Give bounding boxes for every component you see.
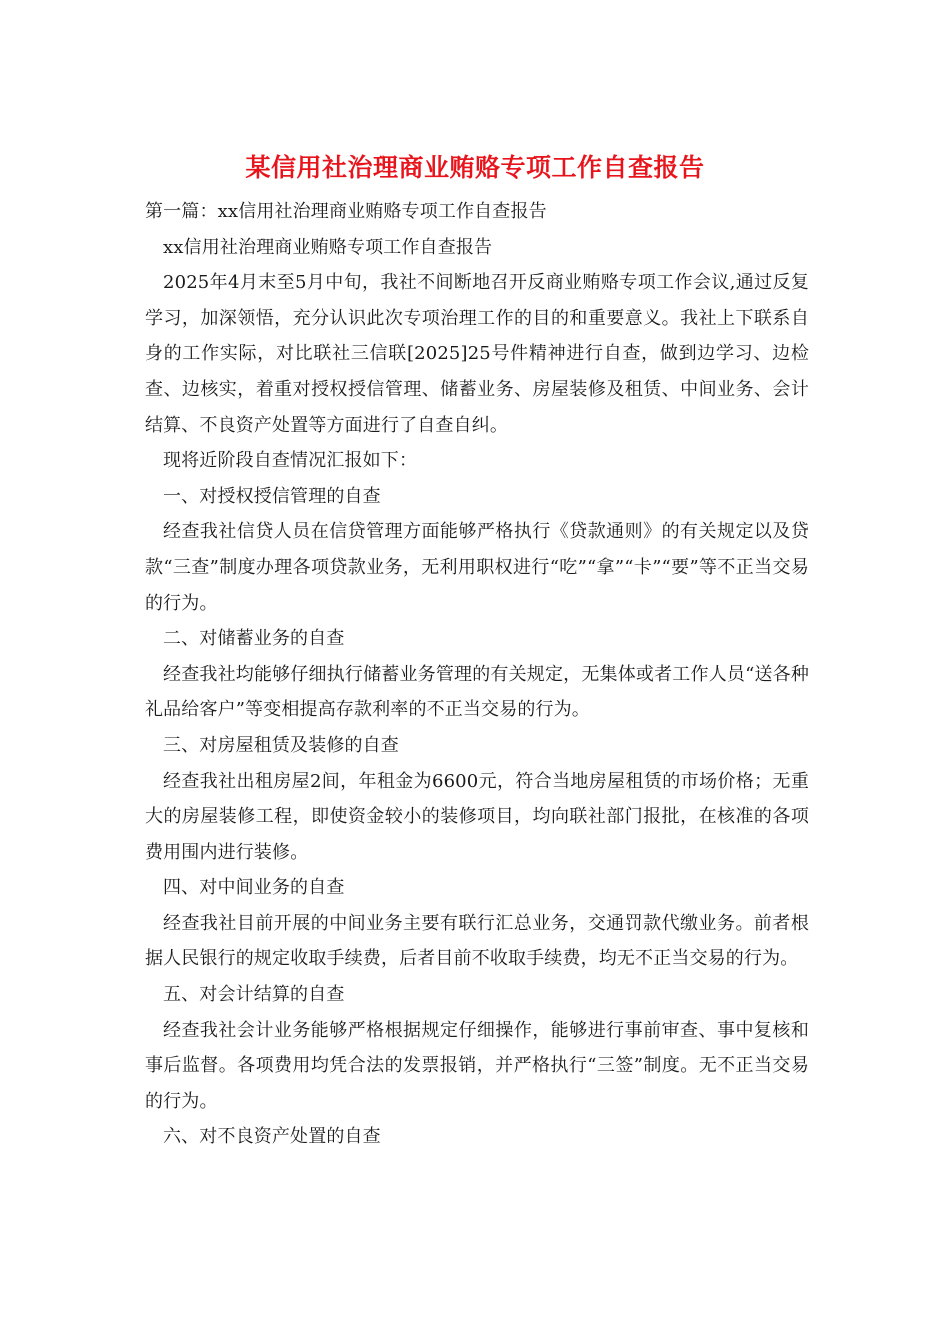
section-body-5: 经查我社会计业务能够严格根据规定仔细操作，能够进行事前审查、事中复核和事后监督。各项费用均凭合法的发票报销，并严格执行“三签”制度。无不正当交易的行为。 [145,1019,809,1112]
section-body-4: 经查我社目前开展的中间业务主要有联行汇总业务，交通罚款代缴业务。前者根据人民银行的规定收取手续费，后者目前不收取手续费，均无不正当交易的行为。 [145,912,809,970]
section-heading-4: 四、对中间业务的自查 [163,877,345,899]
paragraph-report-lead: 现将近阶段自查情况汇报如下： [163,450,418,472]
section-heading-3: 三、对房屋租赁及装修的自查 [163,734,399,756]
paragraph-subtitle: xx信用社治理商业贿赂专项工作自查报告 [163,236,493,258]
document-title: 某信用社治理商业贿赂专项工作自查报告 [245,153,705,182]
paragraph-heading-first: 第一篇：xx信用社治理商业贿赂专项工作自查报告 [145,201,547,222]
section-body-2: 经查我社均能够仔细执行储蓄业务管理的有关规定，无集体或者工作人员“送各种礼品给客户”等变相提高存款利率的不正当交易的行为。 [145,663,809,721]
section-heading-6: 六、对不良资产处置的自查 [163,1126,381,1148]
section-body-3: 经查我社出租房屋2间，年租金为6600元，符合当地房屋租赁的市场价格；无重大的房屋装修工程，即使资金较小的装修项目，均向联社部门报批，在核准的各项费用围内进行装修。 [145,770,809,863]
document-body [145,194,809,1155]
section-body-1: 经查我社信贷人员在信贷管理方面能够严格执行《贷款通则》的有关规定以及贷款“三查”制度办理各项贷款业务，无利用职权进行“吃”“拿”“卡”“要”等不正当交易的行为。 [145,521,809,614]
section-heading-5: 五、对会计结算的自查 [163,984,345,1006]
section-heading-2: 二、对储蓄业务的自查 [163,628,345,650]
section-heading-1: 一、对授权授信管理的自查 [163,485,381,507]
paragraph-intro: 2025年4月末至5月中旬，我社不间断地召开反商业贿赂专项工作会议,通过反复学习，加深领悟，充分认识此次专项治理工作的目的和重要意义。我社上下联系自身的工作实际，对比联社三信联[2025]25号件精神进行自查，做到边学习、边检查、边核实，着重对授权授信管理、储蓄业务、房屋装修及租赁、中间业务、会计结算、不良资产处置等方面进行了自查自纠。 [145,272,809,436]
